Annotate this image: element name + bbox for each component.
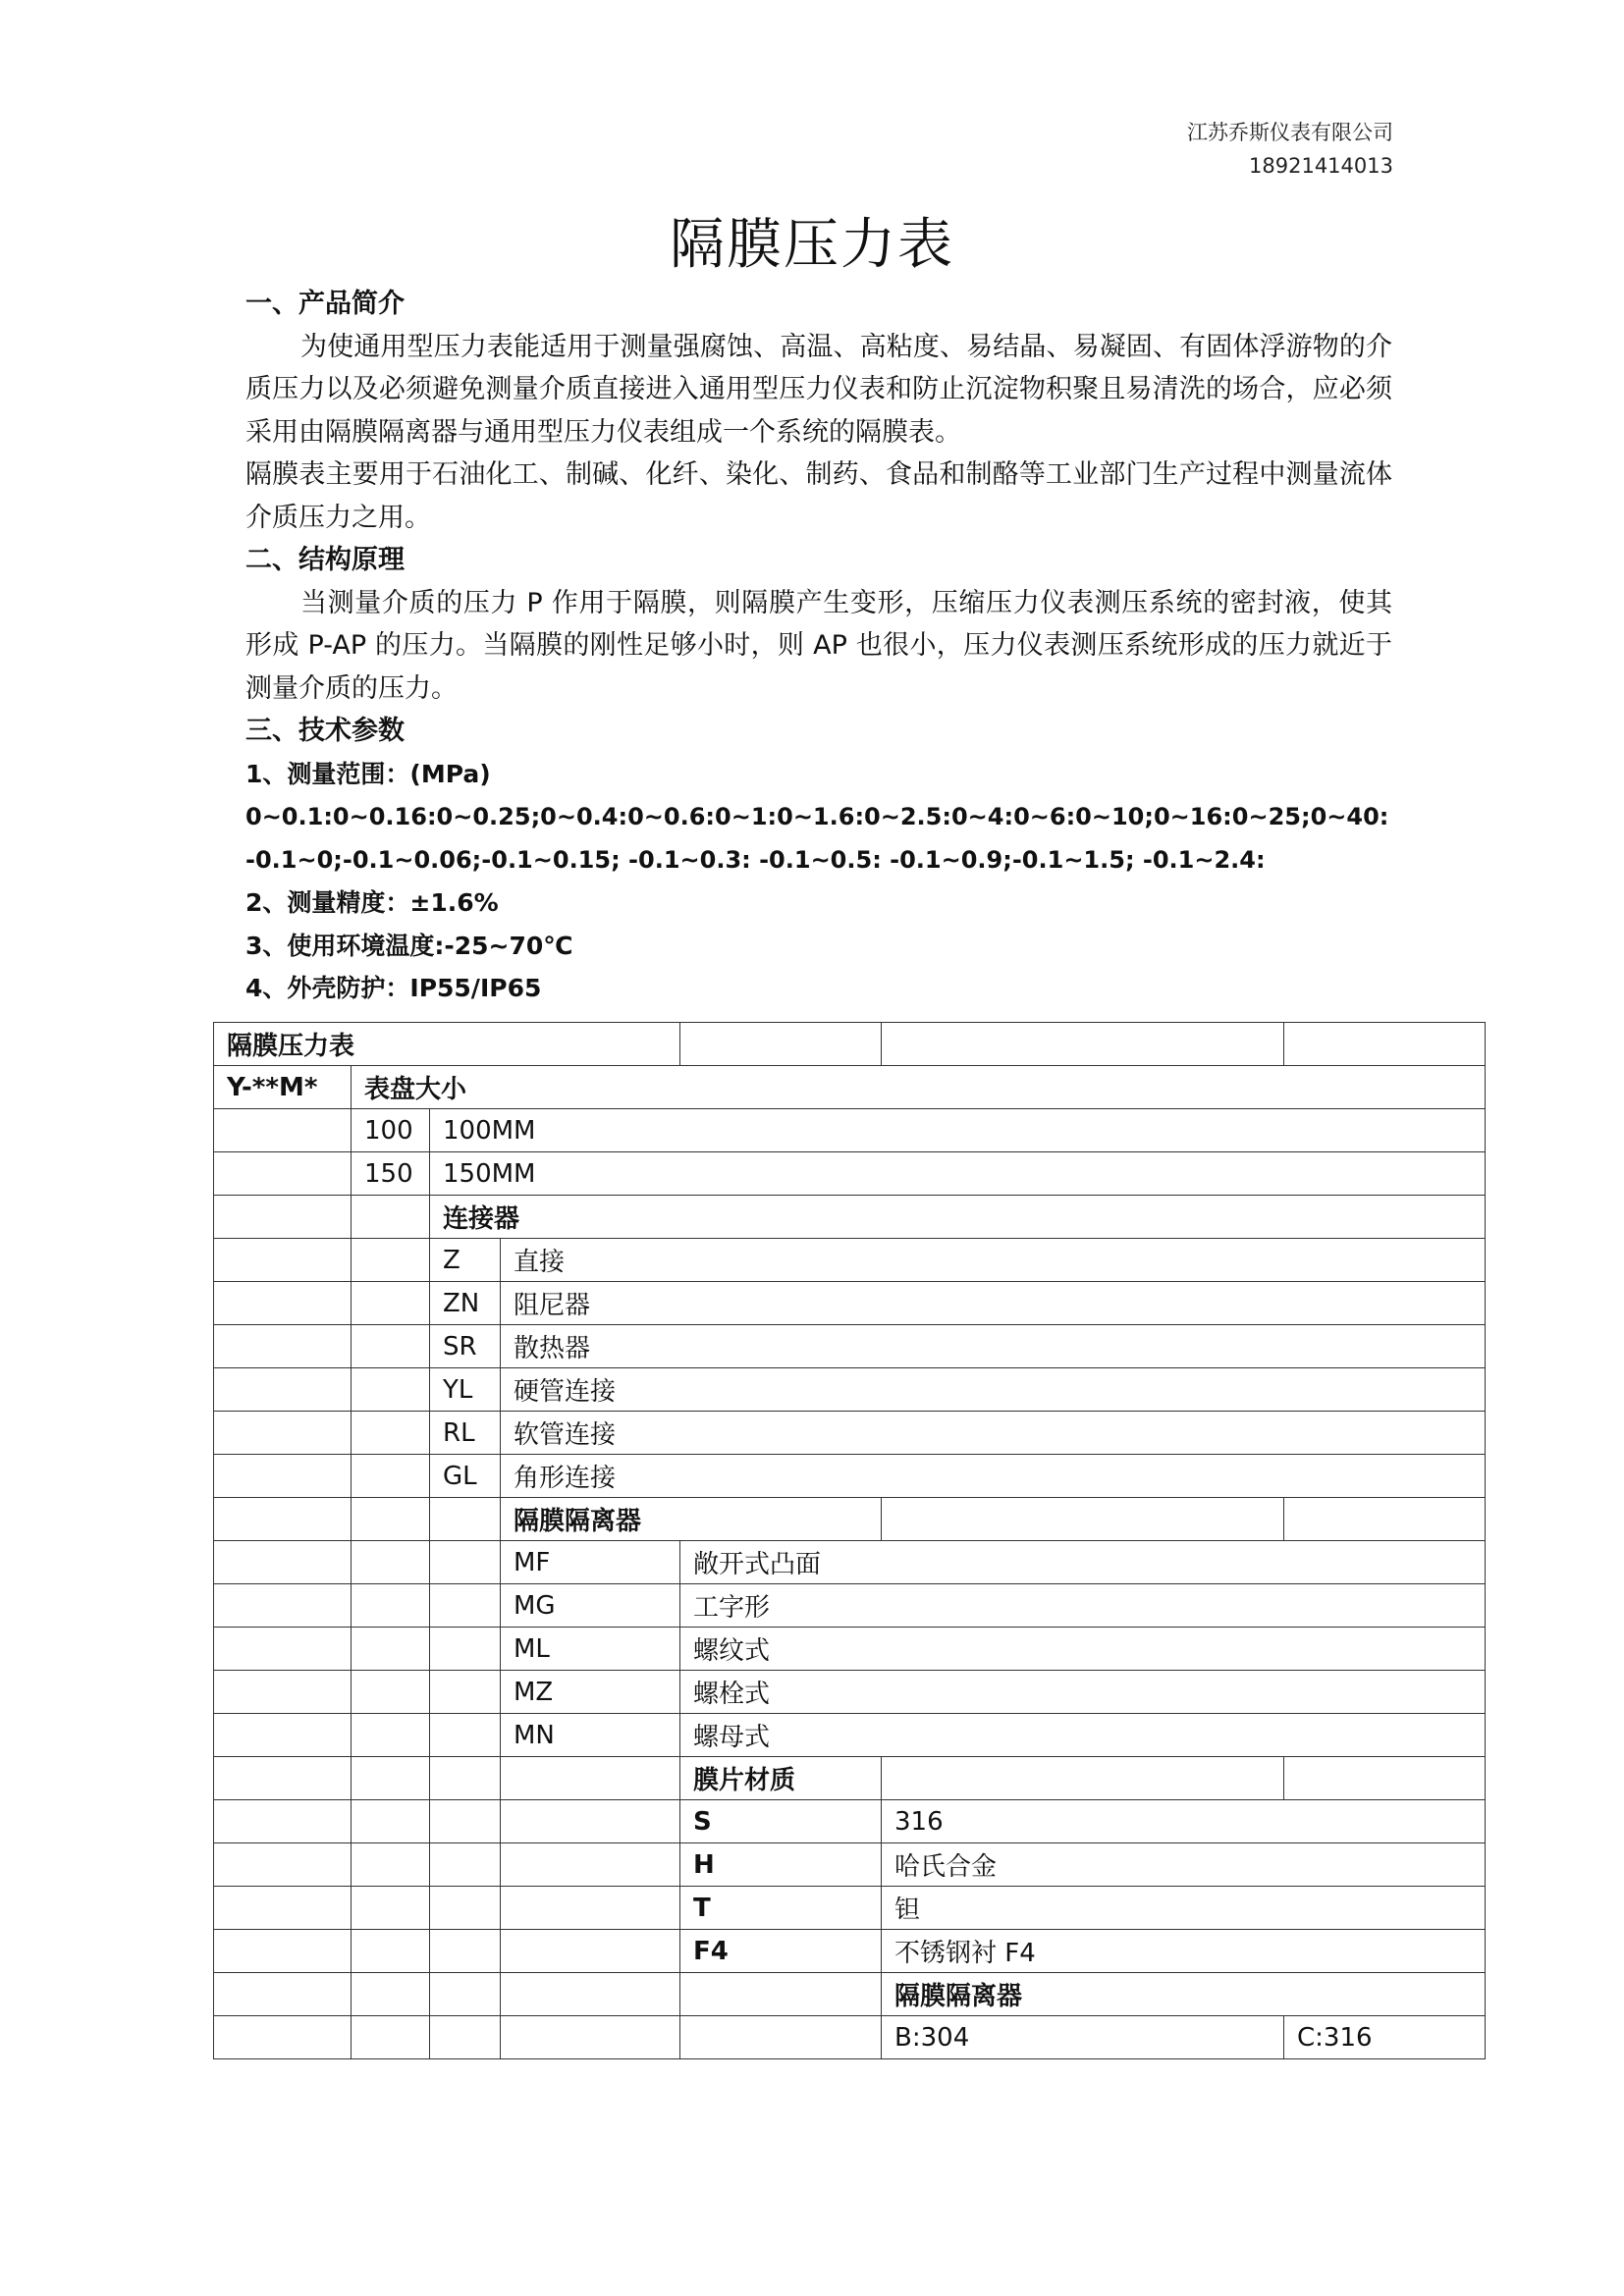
membrane-heading: 膜片材质 (680, 1757, 882, 1800)
isolator-name: 工字形 (680, 1584, 1486, 1628)
connector-name: 散热器 (501, 1325, 1486, 1368)
table-row (214, 1152, 1486, 1196)
connector-name: 角形连接 (501, 1455, 1486, 1498)
model-code: Y-**M* (214, 1066, 352, 1109)
table-row (214, 1282, 1486, 1325)
isolator-name: 螺纹式 (680, 1628, 1486, 1671)
isolator-code: MZ (501, 1671, 680, 1714)
membrane-name: 不锈钢衬 F4 (882, 1930, 1486, 1973)
table-row (214, 1196, 1486, 1239)
section-heading-structure: 二、结构原理 (245, 545, 405, 575)
table-row (214, 1671, 1486, 1714)
table-row (214, 1714, 1486, 1757)
isolator-code: MN (501, 1714, 680, 1757)
table-row (214, 2016, 1486, 2059)
table-row (214, 1843, 1486, 1887)
dial-name: 100MM (430, 1109, 1486, 1152)
table-row (214, 1887, 1486, 1930)
table-row (214, 1368, 1486, 1412)
membrane-name: 316 (882, 1800, 1486, 1843)
membrane-name: 哈氏合金 (882, 1843, 1486, 1887)
dial-code: 100 (352, 1109, 430, 1152)
isolator-name: 螺栓式 (680, 1671, 1486, 1714)
table-row (214, 1109, 1486, 1152)
model-spec-table (213, 1022, 1486, 2059)
connector-heading: 连接器 (430, 1196, 1486, 1239)
membrane-code: H (680, 1843, 882, 1887)
dial-name: 150MM (430, 1152, 1486, 1196)
company-phone: 18921414013 (1249, 154, 1393, 178)
company-name: 江苏乔斯仪表有限公司 (1187, 121, 1393, 144)
intro-paragraph: 为使通用型压力表能适用于测量强腐蚀、高温、高粘度、易结晶、易凝固、有固体浮游物的介质压力以及必须避免测量介质直接进入通用型压力仪表和防止沉淀物积聚且易清洗的场合，应必须采用由隔膜隔离器与通用型压力仪表组成一个系统的隔膜表。 (245, 331, 1392, 448)
table-row (214, 1541, 1486, 1584)
membrane-code: F4 (680, 1930, 882, 1973)
membrane-code: T (680, 1887, 882, 1930)
param-range-label: 1、测量范围：(MPa) (245, 759, 491, 788)
connector-name: 硬管连接 (501, 1368, 1486, 1412)
material-b: B:304 (882, 2016, 1284, 2059)
dial-size-heading: 表盘大小 (352, 1066, 1486, 1109)
table-row (214, 1023, 1486, 1066)
usage-paragraph: 隔膜表主要用于石油化工、制碱、化纤、染化、制药、食品和制酪等工业部门生产过程中测量流体介质压力之用。 (245, 459, 1392, 533)
table-row (214, 1930, 1486, 1973)
membrane-name: 钽 (882, 1887, 1486, 1930)
dial-code: 150 (352, 1152, 430, 1196)
connector-name: 直接 (501, 1239, 1486, 1282)
table-row (214, 1800, 1486, 1843)
page-title: 隔膜压力表 (670, 213, 954, 277)
param-temperature: 3、使用环境温度:-25~70℃ (245, 931, 573, 960)
table-row (214, 1455, 1486, 1498)
isolator-code: MG (501, 1584, 680, 1628)
isolator-name: 敞开式凸面 (680, 1541, 1486, 1584)
connector-code: ZN (430, 1282, 501, 1325)
membrane-code: S (680, 1800, 882, 1843)
isolator-name: 螺母式 (680, 1714, 1486, 1757)
company-header (1187, 116, 1393, 183)
connector-code: RL (430, 1412, 501, 1455)
material-c: C:316 (1284, 2016, 1486, 2059)
connector-name: 软管连接 (501, 1412, 1486, 1455)
table-row (214, 1498, 1486, 1541)
table-row (214, 1973, 1486, 2016)
section-heading-intro: 一、产品简介 (245, 289, 405, 319)
param-protection: 4、外壳防护：IP55/IP65 (245, 974, 542, 1002)
table-row (214, 1584, 1486, 1628)
connector-code: GL (430, 1455, 501, 1498)
table-row (214, 1239, 1486, 1282)
connector-code: YL (430, 1368, 501, 1412)
isolator-material-heading: 隔膜隔离器 (882, 1973, 1486, 2016)
isolator-code: MF (501, 1541, 680, 1584)
table-row (214, 1412, 1486, 1455)
section-heading-tech: 三、技术参数 (245, 716, 405, 746)
connector-code: SR (430, 1325, 501, 1368)
table-row (214, 1325, 1486, 1368)
document-body (245, 283, 1392, 1010)
param-range-values: 0~0.1:0~0.16:0~0.25;0~0.4:0~0.6:0~1:0~1.6:0~2.5:0~4:0~6:0~10;0~16:0~25;0~40:-0.1~0;-0.1~0.06;-0.1~0.15; -0.1~0.3: -0.1~0.5: -0.1~0.9;-0.1~1.5; -0.1~2.4: (245, 803, 1389, 874)
table-row (214, 1628, 1486, 1671)
isolator-heading: 隔膜隔离器 (501, 1498, 882, 1541)
isolator-code: ML (501, 1628, 680, 1671)
table-title: 隔膜压力表 (214, 1023, 680, 1066)
connector-name: 阻尼器 (501, 1282, 1486, 1325)
structure-paragraph: 当测量介质的压力 P 作用于隔膜，则隔膜产生变形，压缩压力仪表测压系统的密封液，使其形成 P-AP 的压力。当隔膜的刚性足够小时，则 AP 也很小，压力仪表测压系统形成的压力就近于测量介质的压力。 (245, 587, 1392, 704)
param-accuracy: 2、测量精度：±1.6% (245, 888, 499, 917)
table-row (214, 1757, 1486, 1800)
connector-code: Z (430, 1239, 501, 1282)
table-row (214, 1066, 1486, 1109)
